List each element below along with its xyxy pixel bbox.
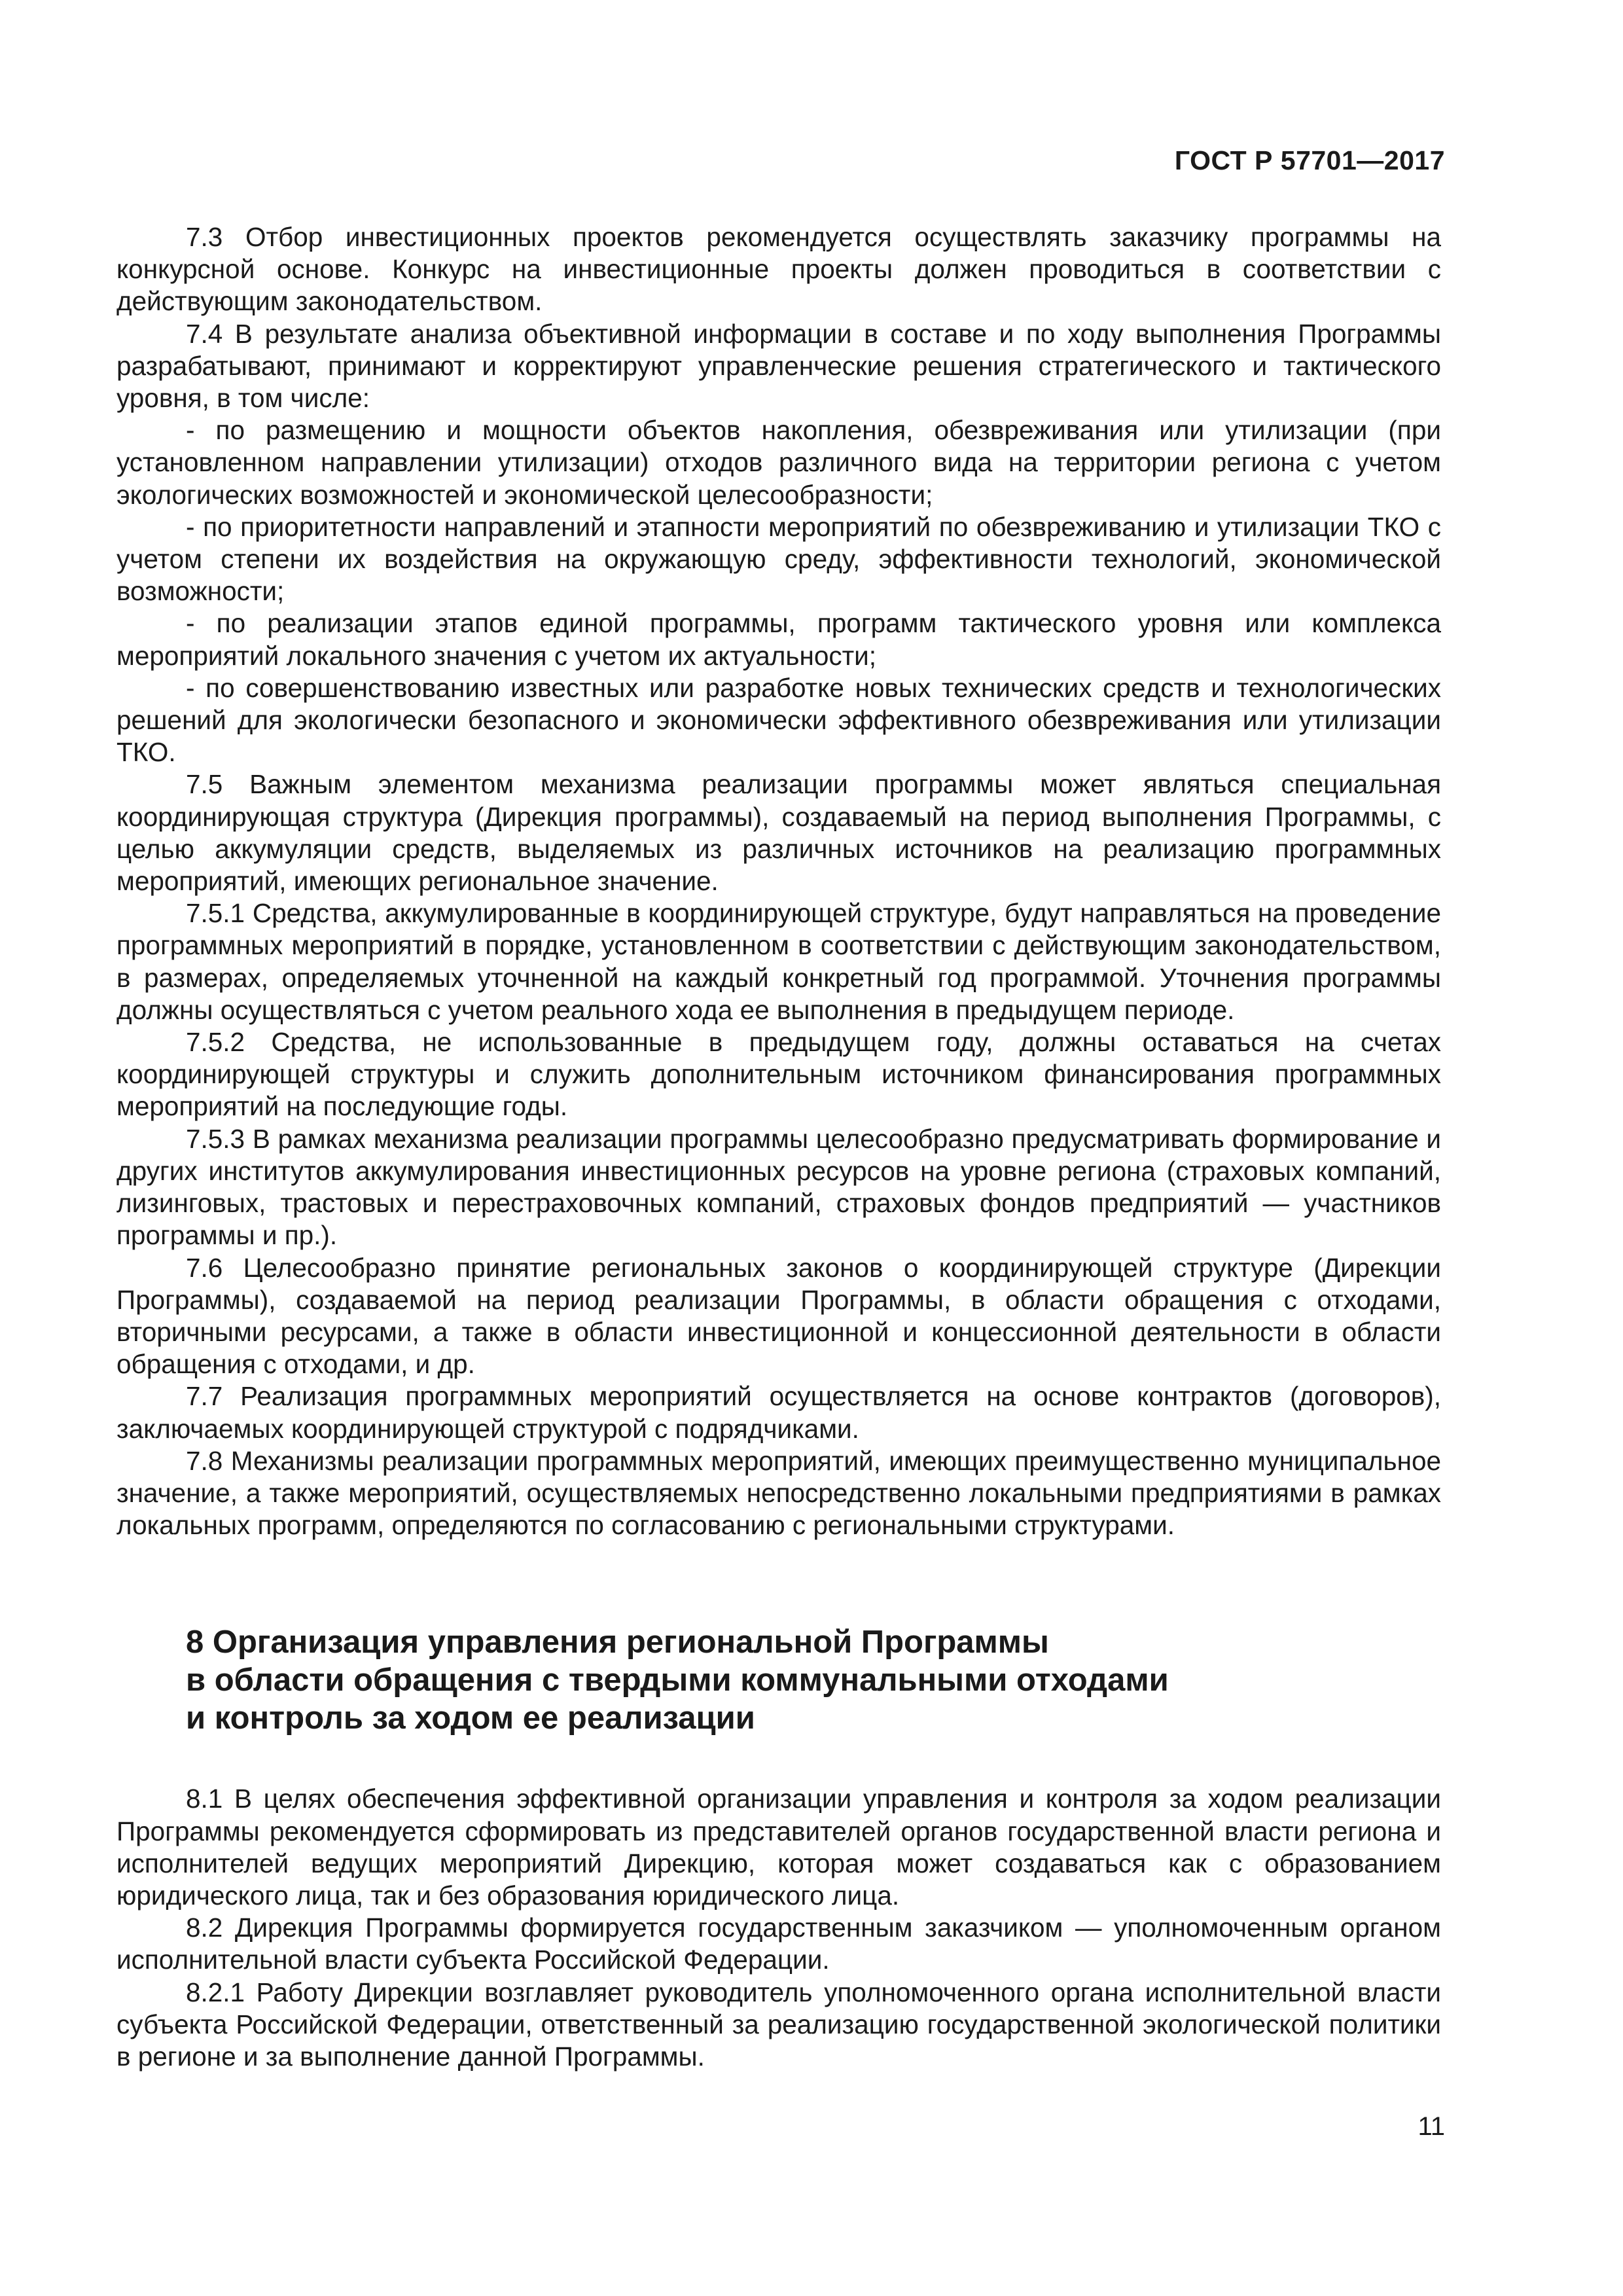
- paragraph-8-2-1: 8.2.1 Работу Дирекции возглавляет руководитель уполномоченного органа исполнительной власти субъекта Российской Федерации, ответственный за реализацию государственной экологической политики в регионе и за выполнение данной Программы.: [116, 1977, 1441, 2072]
- heading-line: и контроль за ходом ее реализации: [186, 1700, 755, 1736]
- document-code: ГОСТ Р 57701—2017: [1174, 145, 1445, 175]
- page-content: [116, 221, 1441, 2073]
- page-number: 11: [1418, 2112, 1445, 2141]
- paragraph-7-7: 7.7 Реализация программных мероприятий осуществляется на основе контрактов (договоров), заключаемых координирующей структурой с подрядчиками.: [116, 1381, 1441, 1444]
- list-item: - по совершенствованию известных или разработке новых технических средств и технологических решений для экологически безопасного и экономически эффективного обезвреживания или утилизации ТКО.: [116, 672, 1441, 768]
- list-item: - по приоритетности направлений и этапности мероприятий по обезвреживанию и утилизации ТКО с учетом степени их воздействия на окружающую среду, эффективности технологий, экономической возможности;: [116, 511, 1441, 607]
- heading-line: в области обращения с твердыми коммунальными отходами: [186, 1662, 1169, 1698]
- list-item: - по реализации этапов единой программы, программ тактического уровня или комплекса мероприятий локального значения с учетом их актуальности;: [116, 608, 1441, 671]
- paragraph-7-8: 7.8 Механизмы реализации программных мероприятий, имеющих преимущественно муниципальное значение, а также мероприятий, осуществляемых непосредственно локальными предприятиями в рамках локальных программ, определяются по согласованию с региональными структурами.: [116, 1445, 1441, 1541]
- paragraph-7-6: 7.6 Целесообразно принятие региональных законов о координирующей структуре (Дирекции Программы), создаваемой на период реализации Программы, в области обращения с отходами, вторичными ресурсами, а также в области инвестиционной и концессионной деятельности в области обращения с отходами, и др.: [116, 1252, 1441, 1380]
- paragraph-8-2: 8.2 Дирекция Программы формируется государственным заказчиком — уполномоченным органом исполнительной власти субъекта Российской Федерации.: [116, 1912, 1441, 1975]
- section-8-heading: [116, 1623, 1441, 1737]
- paragraph-7-4: 7.4 В результате анализа объективной информации в составе и по ходу выполнения Программы разрабатывают, принимают и корректируют управленческие решения стратегического и тактического уровня, в том числе:: [116, 318, 1441, 414]
- paragraph-7-5-3: 7.5.3 В рамках механизма реализации программы целесообразно предусматривать формирование и других институтов аккумулирования инвестиционных ресурсов на уровне региона (страховых компаний, лизинговых, трастовых и перестраховочных компаний, страховых фондов предприятий — участников программы и пр.).: [116, 1123, 1441, 1251]
- list-item: - по размещению и мощности объектов накопления, обезвреживания или утилизации (при установленном направлении утилизации) отходов различного вида на территории региона с учетом экологических возможностей и экономической целесообразности;: [116, 415, 1441, 510]
- paragraph-8-1: 8.1 В целях обеспечения эффективной организации управления и контроля за ходом реализации Программы рекомендуется сформировать из представителей органов государственной власти региона и исполнителей ведущих мероприятий Дирекцию, которая может создаваться как с образованием юридического лица, так и без образования юридического лица.: [116, 1784, 1441, 1910]
- paragraph-7-5-1: 7.5.1 Средства, аккумулированные в координирующей структуре, будут направляться на проведение программных мероприятий в порядке, установленном в соответствии с действующим законодательством, в размерах, определяемых уточненной на каждый конкретный год программой. Уточнения программы должны осуществляться с учетом реального хода ее выполнения в предыдущем периоде.: [116, 898, 1441, 1025]
- heading-line: 8 Организация управления региональной Программы: [186, 1624, 1049, 1660]
- paragraph-7-3: 7.3 Отбор инвестиционных проектов рекомендуется осуществлять заказчику программы на конкурсной основе. Конкурс на инвестиционные проекты должен проводиться в соответствии с действующим законодательством.: [116, 222, 1441, 317]
- paragraph-7-5-2: 7.5.2 Средства, не использованные в предыдущем году, должны оставаться на счетах координирующей структуры и служить дополнительным источником финансирования программных мероприятий на последующие годы.: [116, 1027, 1441, 1122]
- paragraph-7-5: 7.5 Важным элементом механизма реализации программы может являться специальная координирующая структура (Дирекция программы), создаваемый на период выполнения Программы, с целью аккумуляции средств, выделяемых из различных источников на реализацию программных мероприятий, имеющих региональное значение.: [116, 769, 1441, 897]
